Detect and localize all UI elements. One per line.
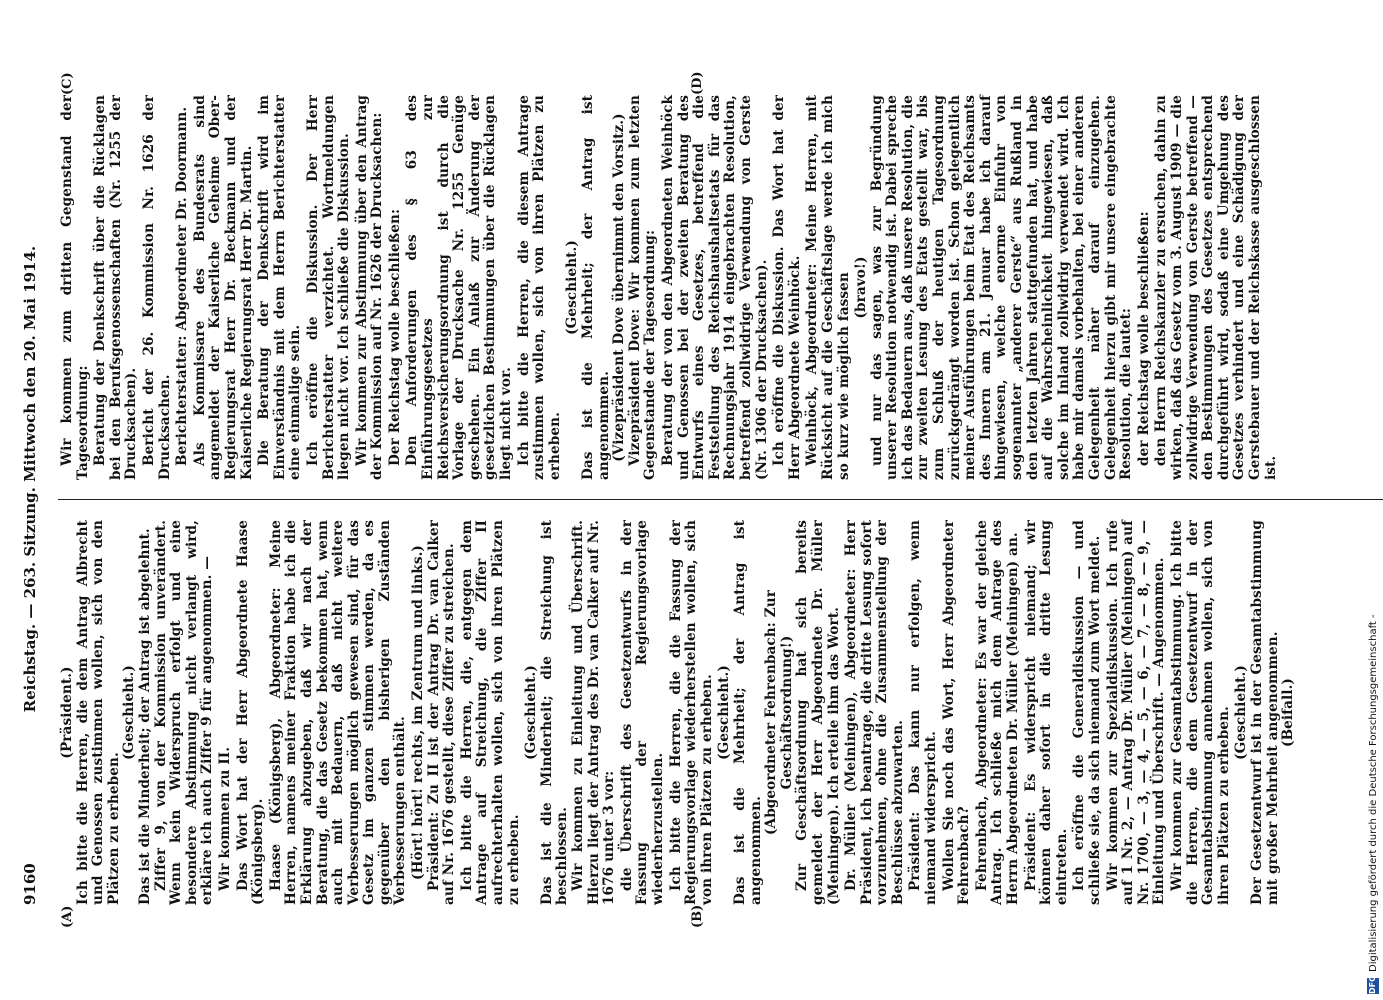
right-column — [60, 95, 1281, 480]
paragraph: Ich eröffne die Generaldiskussion — und schließe sie, da sich niemand zum Wort meldet. — [1071, 520, 1103, 905]
paragraph: Ich eröffne die Diskussion. Das Wort hat der Herr Abgeordnete Weinhöck. — [771, 95, 803, 480]
paragraph: (Geschieht.) — [1233, 665, 1250, 760]
paragraph: (Geschieht.) — [121, 665, 138, 760]
paragraph: Beratung der Denkschrift über die Rücklagen bei den Berufsgenossenschaften (Nr. 1255 der Drucksachen). — [92, 95, 140, 480]
paragraph: Haase (Königsberg), Abgeordneter: Meine Herren, namens meiner Fraktion habe ich die Erklärung abzugeben, daß wir nach der Beratung, die das Gesetz bekommen hat, wenn auch mit Bedauern, daß nicht weitere Verbesserungen möglich gewesen sind, für das Gesetz im ganzen stimmen werden, da es gegenüber den bisherigen Zuständen Verbesserungen enthält. — [267, 520, 409, 905]
paragraph: Präsident: Das kann nur erfolgen, wenn niemand widerspricht. — [907, 520, 940, 905]
paragraph: Der Reichstag wolle beschließen: — [386, 208, 403, 466]
paragraph: Zur Geschäftsordnung hat sich bereits gemeldet der Herr Abgeordnete Dr. Müller (Meiningen). Ich erteile ihm das Wort. — [794, 520, 842, 905]
paragraph: der Reichstag wolle beschließen: — [1135, 211, 1152, 466]
paragraph: (Vizepräsident Dove übernimmt den Vorsitz.) — [611, 113, 628, 462]
paragraph: Als Kommissare des Bundesrats sind angemeldet der Kaiserliche Geheime Ober-Regierungsrat Herr Dr. Beckmann und der Kaiserliche Regierungsrat Herr Dr. Martin. — [191, 95, 255, 480]
paragraph: Das ist die Minderheit; die Streichung ist beschlossen. — [538, 520, 571, 905]
paragraph: Ich eröffne die Diskussion. Der Herr Berichterstatter verzichtet. Wortmeldungen liegen nicht vor. Ich schließe die Diskussion. — [304, 95, 353, 480]
footer-text: Digitalisierung gefördert durch die Deutsche Forschungsgemeinschaft - — [1367, 614, 1379, 972]
paragraph: (Abgeordneter Fehrenbach: Zur Geschäftsordnung!) — [763, 590, 795, 835]
paragraph: Den Anforderungen des § 63 des Einführungsgesetzes zur Reichsversicherungsordnung ist durch die Vorlage der Drucksache Nr. 1255 Genüge geschehen. Ein Anlaß zur Änderung der gesetzlichen Bestimmungen über die Rücklagen liegt nicht vor. — [404, 95, 515, 480]
left-column — [60, 520, 1297, 905]
paragraph: Ziffer 9, von der Kommission unverändert. Wenn kein Widerspruch erfolgt und eine besondere Abstimmung nicht verlangt wird, erkläre ich auch Ziffer 9 für angenommen. — — [152, 520, 216, 905]
paragraph: Präsident: Zu II ist der Antrag Dr. van Calker auf Nr. 1676 gestellt, diese Ziffer zu streichen. — [425, 520, 458, 905]
dfg-logo: DFG — [1368, 975, 1377, 994]
paragraph: Vizepräsident Dove: Wir kommen zum letzten Gegenstande der Tagesordnung: — [626, 95, 659, 480]
paragraph: Wir kommen zum dritten Gegenstand der Tagesordnung: — [59, 95, 91, 480]
paragraph: (Beifall.) — [1280, 678, 1297, 747]
paragraph: Ich bitte die Herren, die die Fassung der Regierungsvorlage wiederherstellen wollen, sich von ihren Plätzen zu erheben. — [667, 520, 715, 905]
paragraph: (Präsident.) — [59, 666, 75, 759]
margin-mark-d: (D) — [690, 71, 705, 95]
paragraph: (Geschieht.) — [564, 240, 581, 335]
paragraph: (Hört! hört! rechts, im Zentrum und links.) — [410, 545, 427, 880]
paragraph: Ich bitte die Herren, die dem Antrag Albrecht und Genossen zustimmen wollen, sich von den Plätzen zu erheben. — [74, 520, 122, 905]
paragraph: Das Wort hat der Herr Abgeordnete Haase (Königsberg). — [234, 520, 267, 905]
paragraph: (Geschieht.) — [523, 665, 540, 760]
paragraph: Das ist die Minderheit; der Antrag ist abgelehnt. — [136, 528, 153, 905]
paragraph: Der Gesetzentwurf ist in der Gesamtabstimmung mit großer Mehrheit angenommen. — [1248, 520, 1281, 905]
paragraph: Wir kommen zur Spezialdiskussion. Ich rufe auf 1 Nr. 2, — Antrag Dr. Müller (Meiningen) auf Nr. 1700, — 3, — 4, — 5, — 6, — 7, — 8, — 9, — Einleitung und Überschrift. — Angenommen. — [1104, 520, 1168, 905]
paragraph: Ich bitte die Herren, die diesem Antrage zustimmen wollen, sich von ihren Plätzen zu erheben. — [515, 95, 563, 480]
paragraph: und nur das sagen, was zur Begründung unserer Resolution notwendig ist. Dabei spreche ich das Bedauern aus, daß unsere Resolution, die zur zweiten Lesung des Etats gestellt war, bis zum Schluß der heutigen Tagesordnung zurückgedrängt worden ist. Schon gelegentlich meiner Ausführungen beim Etat des Reichsamts des Innern am 21. Januar habe ich darauf hingewiesen, welche enorme Einfuhr von sogenannter „anderer Gerste“ aus Rußland in den letzten Jahren stattgefunden hat, und habe auf die Wahrscheinlichkeit hingewiesen, daß solche im Inland zollwidrig verwendet wird. Ich habe mir damals vorbehalten, bei einer anderen Gelegenheit näher darauf einzugehen. Gelegenheit hierzu gibt mir unsere eingebrachte Resolution, die lautet: — [868, 95, 1135, 480]
paragraph: Wir kommen zur Gesamtabstimmung. Ich bitte die Herren, die dem Gesetzentwurf in der Gesamtabstimmung annehmen wollen, sich von ihren Plätzen zu erheben. — [1168, 520, 1232, 905]
page-title: Reichstag. — 263. Sitzung. Mittwoch den 20. Mai 1914. — [21, 245, 39, 713]
paragraph: Wir kommen zur Abstimmung über den Antrag der Kommission auf Nr. 1626 der Drucksachen: — [353, 95, 386, 480]
paragraph: Wollen Sie noch das Wort, Herr Abgeordneter Fehrenbach? — [940, 520, 973, 905]
paragraph: Weinhöck, Abgeordneter: Meine Herren, mit Rücksicht auf die Geschäftslage werde ich mich so kurz wie möglich fassen — [804, 95, 852, 480]
margin-mark-c: (C) — [60, 72, 75, 95]
paragraph: Die Beratung der Denkschrift wird im Einverständnis mit dem Herrn Berichterstatter eine einmalige sein. — [256, 95, 304, 480]
paragraph: Berichterstatter: Abgeordneter Dr. Doormann. — [174, 106, 191, 466]
margin-mark-a: (A) — [60, 905, 75, 928]
paragraph: Wir kommen zu Einleitung und Überschrift. Hierzu liegt der Antrag des Dr. van Calker auf Nr. 1676 unter 3 vor: — [570, 520, 618, 905]
paragraph: Beratung der von den Abgeordneten Weinhöck und Genossen bei der zweiten Beratung des Entwurfs eines Gesetzes, betreffend die Feststellung des Reichshaushaltsetats für das Rechnungsjahr 1914 eingebrachten Resolution, betreffend zollwidrige Verwendung von Gerste (Nr. 1306 der Drucksachen). — [659, 95, 770, 480]
paragraph: (bravo!) — [853, 256, 870, 319]
margin-mark-b: (B) — [690, 904, 705, 928]
paragraph: Dr. Müller (Meiningen), Abgeordneter: Herr Präsident, ich beantrage, die dritte Lesung sofort vorzunehmen, ohne die Zusammenstellung der Beschlüsse abzuwarten. — [843, 520, 906, 905]
digitization-footer — [1363, 0, 1383, 1000]
page-header — [18, 95, 42, 905]
paragraph: Bericht der 26. Kommission Nr. 1626 der Drucksachen. — [140, 95, 173, 480]
paragraph: Ich bitte die Herren, die, entgegen dem Antrage auf Streichung, die Ziffer II aufrechterhalten wollen, sich von ihren Plätzen zu erheben. — [458, 520, 522, 905]
paragraph: Wir kommen zu II. — [216, 746, 233, 891]
paragraph: die Überschrift des Gesetzentwurfs in der Fassung der Regierungsvorlage wiederherzustellen. — [618, 520, 666, 905]
page-number: 9160 — [21, 863, 39, 905]
paragraph: Präsident: Es widerspricht niemand; wir können daher sofort in die dritte Lesung eintreten. — [1022, 520, 1070, 905]
paragraph: Das ist die Mehrheit; der Antrag ist angenommen. — [731, 520, 764, 905]
paragraph: Das ist die Mehrheit; der Antrag ist angenommen. — [580, 95, 612, 480]
column-divider — [58, 499, 1383, 500]
paragraph: Fehrenbach, Abgeordneter: Es war der gleiche Antrag. Ich schließe mich dem Antrage des Herrn Abgeordneten Dr. Müller (Meiningen) an. — [973, 520, 1022, 905]
paragraph: (Geschieht.) — [716, 665, 733, 760]
paragraph: den Herrn Reichskanzler zu ersuchen, dahin zu wirken, daß das Gesetz vom 3. August 1909 — die zollwidrige Verwendung von Gerste betreffend — den Bestimmungen des Gesetzes entsprechend durchgeführt wird, sodaß eine Umgehung des Gesetzes verhindert und eine Schädigung der Gerstebauer und der Reichskasse ausgeschlossen ist. — [1153, 95, 1279, 480]
